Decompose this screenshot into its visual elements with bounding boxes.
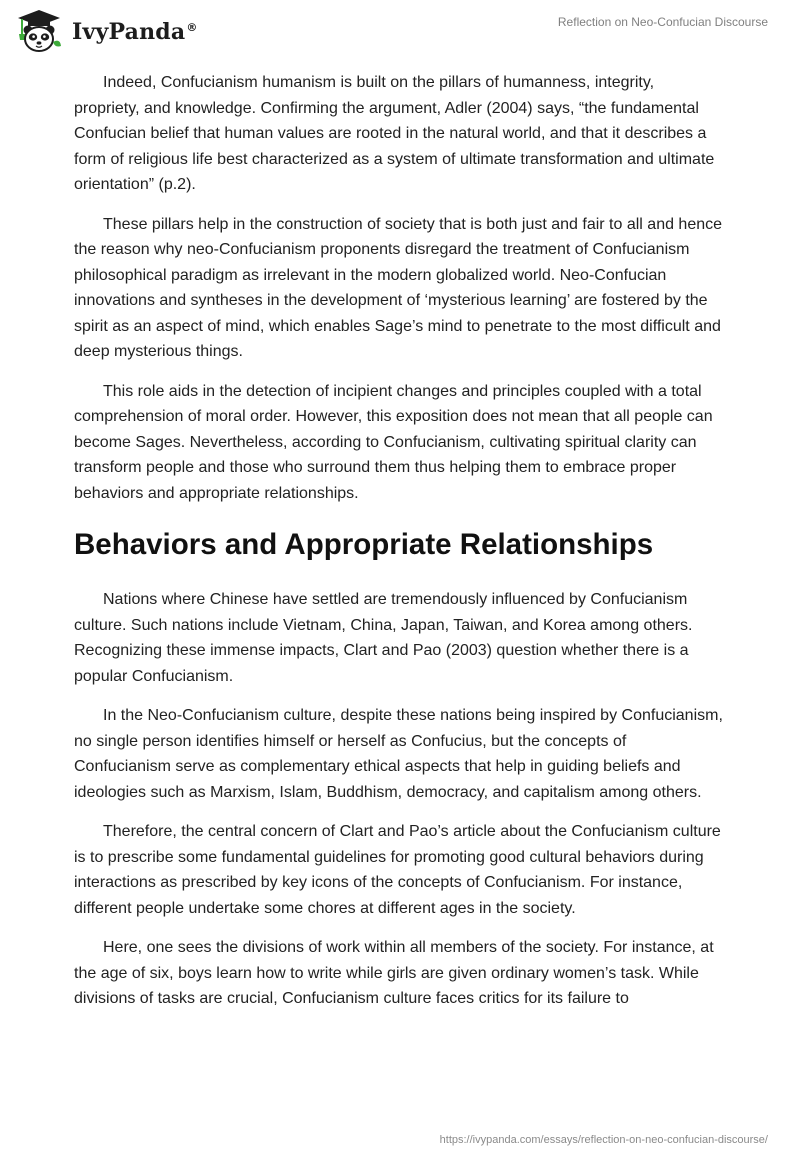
footer-url-link[interactable]: https://ivypanda.com/essays/reflection-on-neo-confucian-discourse/ [439,1134,768,1146]
paragraph: Here, one sees the divisions of work within all members of the society. For instance, at the age of six, boys learn how to write while girls are given ordinary women’s task. While divisions of tasks are crucial, Confucianism culture faces critics for its failure to [74,939,714,1007]
paragraph: These pillars help in the construction of society that is both just and fair to all and hence the reason why neo-Confucianism proponents disregard the treatment of Confucianism philosophical paradigm as irrelevant in the modern globalized world. Neo-Confucian innovations and syntheses in the development of ‘mysterious learning’ are fostered by the spirit as an aspect of mind, which enables Sage’s mind to penetrate to the most difficult and deep mysterious things. [74,215,723,360]
page-header [0,0,800,60]
paragraph: This role aids in the detection of incipient changes and principles coupled with a total comprehension of moral order. However, this exposition does not mean that all people can become Sages. Nevertheless, according to Confucianism, cultivating spiritual clarity can transform people and those who surround them thus helping them to embrace proper behaviors and appropriate relationships. [74,382,713,502]
paragraph: Nations where Chinese have settled are tremendously influenced by Confucianism culture. Such nations include Vietnam, China, Japan, Taiwan, and Korea among others. Recognizing these immense impacts, Clart and Pao (2003) question whether there is a popular Confucianism. [74,591,693,685]
panda-graduate-icon [14,8,64,54]
section-heading: Behaviors and Appropriate Relationships [74,528,654,561]
document-title: Reflection on Neo-Confucian Discourse [557,15,768,29]
essay-body [74,70,724,1026]
brand-name: IvyPanda® [72,19,198,45]
paragraph: In the Neo-Confucianism culture, despite these nations being inspired by Confucianism, no single person identifies himself or herself as Confucius, but the concepts of Confucianism serve as complementary ethical aspects that help in guiding beliefs and ideologies such as Marxism, Islam, Buddhism, democracy, and capitalism among others. [74,707,723,801]
registered-mark: ® [186,20,198,34]
ivypanda-logo[interactable] [14,8,198,54]
paragraph: Indeed, Confucianism humanism is built on the pillars of humanness, integrity, propriety, and knowledge. Confirming the argument, Adler (2004) says, “the fundamental Confucian belief that human values are rooted in the natural world, and that it describes a form of religious life best characterized as a system of ultimate transformation and ultimate orientation” (p.2). [74,74,715,193]
paragraph: Therefore, the central concern of Clart and Pao’s article about the Confucianism culture is to prescribe some fundamental guidelines for promoting good cultural behaviors during interactions as prescribed by key icons of the concepts of Confucianism. For instance, different people undertake some chores at different ages in the society. [74,823,721,917]
